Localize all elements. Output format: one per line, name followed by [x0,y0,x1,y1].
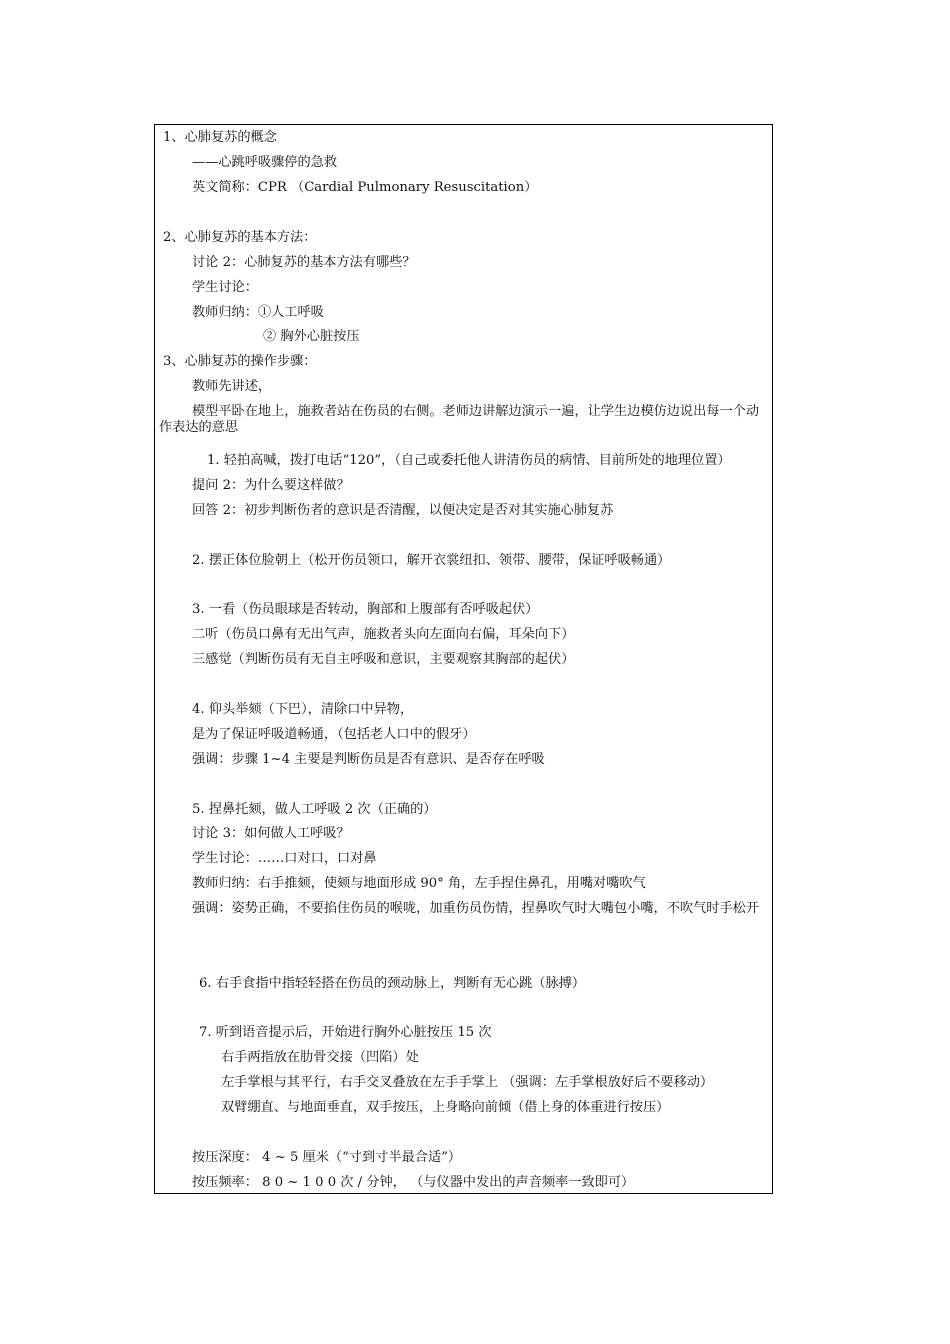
text-line: 1、心肺复苏的概念 [163,130,277,145]
text-line: 二听（伤员口鼻有无出气声，施救者头向左面向右偏，耳朵向下） [192,627,575,642]
text-line: 提问 2：为什么要这样做？ [192,478,350,493]
text-line: 教师归纳：①人工呼吸 [192,305,324,320]
text-line: 讨论 2：心肺复苏的基本方法有哪些？ [192,255,416,270]
text-line: 1. 轻拍高喊，拨打电话“120”，（自己或委托他人讲清伤员的病情、目前所处的地理位置） [207,453,731,468]
text-line: ——心跳呼吸骤停的急救 [192,155,338,170]
text-line: 5. 捏鼻托颏，做人工呼吸 2 次（正确的） [192,802,437,817]
text-line: 学生讨论： [192,280,258,295]
text-line: ② 胸外心脏按压 [263,329,360,344]
text-line: 双臂绷直、与地面垂直，双手按压，上身略向前倾（借上身的体重进行按压） [221,1100,670,1115]
text-line: 3. 一看（伤员眼球是否转动，胸部和上腹部有否呼吸起伏） [192,602,539,617]
text-line: 3、心肺复苏的操作步骤： [163,354,317,369]
text-line: 三感觉（判断伤员有无自主呼吸和意识，主要观察其胸部的起伏） [192,652,575,667]
text-line: 强调：步骤 1~4 主要是判断伤员是否有意识、是否存在呼吸 [192,752,545,767]
text-line: 强调：姿势正确，不要掐住伤员的喉咙，加重伤员伤情，捏鼻吹气时大嘴包小嘴，不吹气时手松开 [192,901,760,916]
text-line: 7. 听到语音提示后，开始进行胸外心脏按压 15 次 [199,1025,492,1040]
text-line: 讨论 3：如何做人工呼吸？ [192,826,350,841]
text-line: 右手两指放在肋骨交接（凹陷）处 [221,1050,419,1065]
text-line: 英文简称：CPR （Cardial Pulmonary Resuscitation） [192,180,538,195]
text-line: 教师先讲述， [192,379,272,394]
text-line: 回答 2：初步判断伤者的意识是否清醒，以便决定是否对其实施心肺复苏 [192,503,614,518]
text-line: 模型平卧在地上，施救者站在伤员的右侧。老师边讲解边演示一遍，让学生边模仿边说出每一个动作表达的意思 [159,404,760,435]
text-line: 按压频率： 8 0 ~ 1 0 0 次 / 分钟， （与仪器中发出的声音频率一致即可） [192,1175,635,1190]
text-line: 4. 仰头举颏（下巴），清除口中异物， [192,702,414,717]
text-line: 按压深度： 4 ~ 5 厘米（“寸到寸半最合适”） [192,1150,462,1165]
text-line: 2、心肺复苏的基本方法： [163,230,317,245]
text-line: 2. 摆正体位脸朝上（松开伤员领口，解开衣裳纽扣、领带、腰带，保证呼吸畅通） [192,553,671,568]
content-box [154,124,773,1194]
text-line: 是为了保证呼吸道畅通，（包括老人口中的假牙） [192,727,476,742]
text-line: 6. 右手食指中指轻轻搭在伤员的颈动脉上，判断有无心跳（脉搏） [199,976,586,991]
text-line: 学生讨论：……口对口，口对鼻 [192,851,377,866]
text-line: 左手掌根与其平行，右手交叉叠放在左手手掌上 （强调：左手掌根放好后不要移动） [221,1075,714,1090]
text-line: 教师归纳：右手推颏，使颏与地面形成 90° 角，左手捏住鼻孔，用嘴对嘴吹气 [192,876,646,891]
